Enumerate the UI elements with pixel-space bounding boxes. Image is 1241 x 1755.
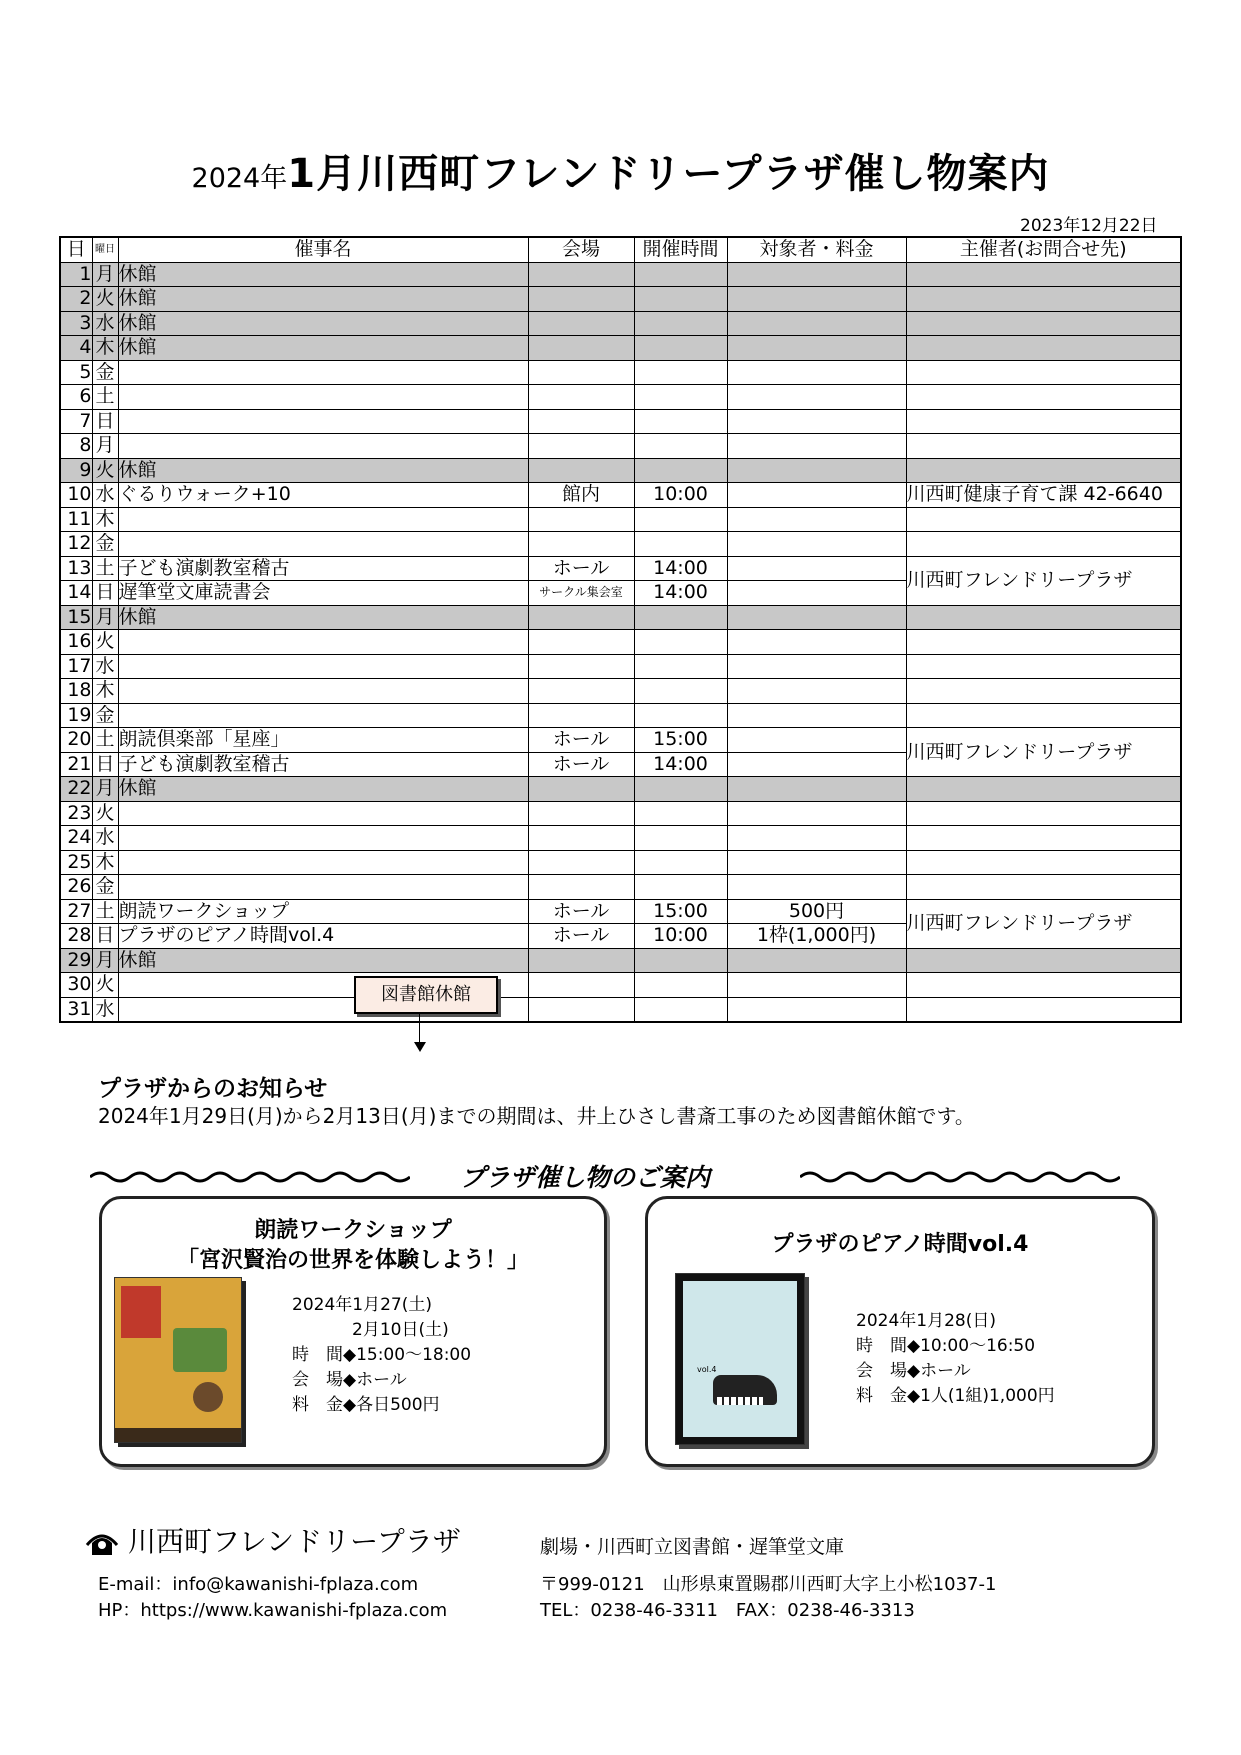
footer-email: E-mail：info@kawanishi-fplaza.com: [98, 1574, 419, 1595]
organizer-cell: 川西町フレンドリープラザ: [906, 556, 1181, 605]
fee-cell: [727, 826, 906, 851]
day-cell: 1: [60, 262, 92, 287]
fee-cell: [727, 483, 906, 508]
organizer-cell: [906, 948, 1181, 973]
event-cell: 休館: [118, 262, 528, 287]
dow-cell: 金: [92, 875, 118, 900]
venue-cell: [528, 948, 634, 973]
time-cell: 10:00: [634, 483, 727, 508]
day-cell: 15: [60, 605, 92, 630]
organizer-cell: [906, 336, 1181, 361]
dow-cell: 土: [92, 728, 118, 753]
venue-cell: [528, 850, 634, 875]
event-cell: [118, 826, 528, 851]
day-cell: 8: [60, 434, 92, 459]
organizer-cell: [906, 409, 1181, 434]
event-cell: 休館: [118, 777, 528, 802]
time-cell: [634, 507, 727, 532]
venue-cell: [528, 875, 634, 900]
time-cell: [634, 826, 727, 851]
card2-info: [856, 1309, 1055, 1409]
time-cell: [634, 311, 727, 336]
organizer-cell: 川西町健康子育て課 42-6640: [906, 483, 1181, 508]
venue-cell: [528, 336, 634, 361]
venue-cell: サークル集会室: [528, 581, 634, 606]
event-cell: [118, 630, 528, 655]
venue-cell: [528, 654, 634, 679]
event-cell: 朗読倶楽部「星座」: [118, 728, 528, 753]
wave-divider-left: [90, 1168, 410, 1186]
table-row: [60, 605, 1181, 630]
time-cell: [634, 948, 727, 973]
day-cell: 7: [60, 409, 92, 434]
fee-cell: [727, 875, 906, 900]
dow-cell: 火: [92, 801, 118, 826]
fee-cell: [727, 801, 906, 826]
fee-cell: [727, 948, 906, 973]
organizer-cell: [906, 703, 1181, 728]
fee-cell: [727, 752, 906, 777]
event-card-reading-workshop: [99, 1196, 607, 1467]
day-cell: 20: [60, 728, 92, 753]
table-row: [60, 679, 1181, 704]
day-cell: 25: [60, 850, 92, 875]
fee-cell: [727, 581, 906, 606]
fee-cell: [727, 434, 906, 459]
table-header-row: [60, 237, 1181, 262]
time-cell: 10:00: [634, 924, 727, 949]
fee-cell: [727, 507, 906, 532]
event-cell: 子ども演劇教室稽古: [118, 752, 528, 777]
table-row: [60, 826, 1181, 851]
event-cell: [118, 434, 528, 459]
table-row: [60, 703, 1181, 728]
table-row: [60, 948, 1181, 973]
day-cell: 17: [60, 654, 92, 679]
venue-cell: [528, 973, 634, 998]
fee-cell: [727, 997, 906, 1022]
venue-cell: [528, 997, 634, 1022]
table-row: [60, 336, 1181, 361]
day-cell: 19: [60, 703, 92, 728]
time-cell: [634, 409, 727, 434]
day-cell: 12: [60, 532, 92, 557]
organizer-cell: [906, 997, 1181, 1022]
event-cell: [118, 654, 528, 679]
time-cell: [634, 850, 727, 875]
venue-cell: [528, 507, 634, 532]
table-row: [60, 483, 1181, 508]
card2-title: プラザのピアノ時間vol.4: [771, 1232, 1029, 1257]
event-cell: 朗読ワークショップ: [118, 899, 528, 924]
fee-cell: [727, 630, 906, 655]
table-row: [60, 360, 1181, 385]
venue-cell: [528, 458, 634, 483]
fee-cell: [727, 409, 906, 434]
time-cell: [634, 801, 727, 826]
time-cell: 14:00: [634, 752, 727, 777]
fee-cell: [727, 458, 906, 483]
day-cell: 31: [60, 997, 92, 1022]
venue-cell: [528, 262, 634, 287]
day-cell: 22: [60, 777, 92, 802]
organizer-cell: [906, 360, 1181, 385]
dow-cell: 月: [92, 434, 118, 459]
card1-title2: 「宮沢賢治の世界を体験しよう！」: [176, 1248, 529, 1273]
time-cell: [634, 385, 727, 410]
time-cell: 15:00: [634, 728, 727, 753]
venue-cell: ホール: [528, 728, 634, 753]
dow-cell: 土: [92, 899, 118, 924]
fee-cell: [727, 360, 906, 385]
time-cell: 14:00: [634, 581, 727, 606]
organizer-cell: [906, 777, 1181, 802]
venue-cell: [528, 777, 634, 802]
notice-heading: プラザからのお知らせ: [98, 1076, 328, 1102]
event-cell: 休館: [118, 311, 528, 336]
table-row: [60, 385, 1181, 410]
library-closed-callout: 図書館休館: [354, 976, 498, 1014]
dow-cell: 木: [92, 850, 118, 875]
table-row: [60, 899, 1181, 924]
organizer-cell: 川西町フレンドリープラザ: [906, 728, 1181, 777]
table-row: [60, 850, 1181, 875]
dow-cell: 土: [92, 556, 118, 581]
time-cell: [634, 336, 727, 361]
table-row: [60, 997, 1181, 1022]
event-cell: [118, 360, 528, 385]
card2-venue: 会 場◆ホール: [856, 1361, 971, 1381]
day-cell: 4: [60, 336, 92, 361]
card1-time: 時 間◆15:00～18:00: [292, 1345, 472, 1365]
organizer-cell: [906, 679, 1181, 704]
dow-cell: 水: [92, 826, 118, 851]
table-row: [60, 728, 1181, 753]
card2-time: 時 間◆10:00～16:50: [856, 1336, 1036, 1356]
dow-cell: 金: [92, 703, 118, 728]
event-cell: [118, 409, 528, 434]
footer-brand: 川西町フレンドリープラザ: [128, 1525, 461, 1558]
organizer-cell: [906, 850, 1181, 875]
fee-cell: [727, 532, 906, 557]
header-time: 開催時間: [634, 237, 727, 262]
time-cell: [634, 875, 727, 900]
venue-cell: [528, 679, 634, 704]
day-cell: 14: [60, 581, 92, 606]
workshop-poster-image: [114, 1277, 242, 1443]
venue-cell: [528, 434, 634, 459]
event-cell: ぐるりウォーク+10: [118, 483, 528, 508]
dow-cell: 月: [92, 605, 118, 630]
wave-divider-right: [800, 1168, 1120, 1186]
time-cell: [634, 654, 727, 679]
dow-cell: 木: [92, 679, 118, 704]
time-cell: [634, 679, 727, 704]
fee-cell: [727, 605, 906, 630]
time-cell: [634, 777, 727, 802]
table-row: [60, 458, 1181, 483]
table-row: [60, 311, 1181, 336]
fee-cell: [727, 311, 906, 336]
organizer-cell: [906, 532, 1181, 557]
table-row: [60, 507, 1181, 532]
arrow-down-icon: [414, 1042, 426, 1052]
day-cell: 9: [60, 458, 92, 483]
day-cell: 21: [60, 752, 92, 777]
fee-cell: 1枠(1,000円): [727, 924, 906, 949]
venue-cell: 館内: [528, 483, 634, 508]
time-cell: [634, 360, 727, 385]
dow-cell: 火: [92, 973, 118, 998]
title-main: 1月川西町フレンドリープラザ催し物案内: [287, 151, 1050, 197]
organizer-cell: [906, 458, 1181, 483]
dow-cell: 水: [92, 997, 118, 1022]
card2-fee: 料 金◆1人(1組)1,000円: [856, 1386, 1055, 1406]
dow-cell: 水: [92, 483, 118, 508]
day-cell: 26: [60, 875, 92, 900]
dow-cell: 土: [92, 385, 118, 410]
organizer-cell: [906, 434, 1181, 459]
table-row: [60, 875, 1181, 900]
footer-facilities: 劇場・川西町立図書館・遅筆堂文庫: [540, 1536, 845, 1558]
table-row: [60, 654, 1181, 679]
venue-cell: ホール: [528, 924, 634, 949]
venue-cell: [528, 605, 634, 630]
venue-cell: [528, 409, 634, 434]
venue-cell: [528, 630, 634, 655]
venue-cell: [528, 360, 634, 385]
venue-cell: [528, 287, 634, 312]
footer-hp: HP：https://www.kawanishi-fplaza.com: [98, 1600, 448, 1621]
day-cell: 13: [60, 556, 92, 581]
event-cell: [118, 703, 528, 728]
day-cell: 23: [60, 801, 92, 826]
card1-title1: 朗読ワークショップ: [254, 1218, 452, 1243]
organizer-cell: [906, 826, 1181, 851]
dow-cell: 火: [92, 458, 118, 483]
event-cell: [118, 532, 528, 557]
organizer-cell: [906, 875, 1181, 900]
venue-cell: [528, 826, 634, 851]
header-organizer: 主催者(お問合せ先): [906, 237, 1181, 262]
header-event: 催事名: [118, 237, 528, 262]
table-row: [60, 777, 1181, 802]
dow-cell: 月: [92, 948, 118, 973]
time-cell: [634, 703, 727, 728]
dow-cell: 月: [92, 262, 118, 287]
time-cell: [634, 532, 727, 557]
table-row: [60, 630, 1181, 655]
event-cell: [118, 801, 528, 826]
poster-vol-label: vol.4: [697, 1365, 717, 1374]
day-cell: 2: [60, 287, 92, 312]
event-cell: [118, 850, 528, 875]
venue-cell: ホール: [528, 752, 634, 777]
card1-venue: 会 場◆ホール: [292, 1370, 407, 1390]
day-cell: 16: [60, 630, 92, 655]
dow-cell: 火: [92, 287, 118, 312]
time-cell: [634, 287, 727, 312]
day-cell: 6: [60, 385, 92, 410]
organizer-cell: [906, 801, 1181, 826]
event-cell: [118, 507, 528, 532]
event-card-piano-time: [645, 1196, 1155, 1467]
table-row: [60, 434, 1181, 459]
dow-cell: 月: [92, 777, 118, 802]
card2-date: 2024年1月28(日): [856, 1311, 996, 1331]
venue-cell: [528, 311, 634, 336]
organizer-cell: [906, 630, 1181, 655]
dow-cell: 日: [92, 581, 118, 606]
card1-info: [292, 1293, 471, 1418]
fee-cell: 500円: [727, 899, 906, 924]
organizer-cell: [906, 507, 1181, 532]
event-cell: 休館: [118, 605, 528, 630]
venue-cell: [528, 801, 634, 826]
event-cell: 子ども演劇教室稽古: [118, 556, 528, 581]
event-cell: 休館: [118, 336, 528, 361]
venue-cell: ホール: [528, 556, 634, 581]
dow-cell: 水: [92, 311, 118, 336]
table-row: [60, 801, 1181, 826]
event-cell: プラザのピアノ時間vol.4: [118, 924, 528, 949]
fee-cell: [727, 703, 906, 728]
table-row: [60, 409, 1181, 434]
day-cell: 3: [60, 311, 92, 336]
issue-date: 2023年12月22日: [1020, 216, 1158, 236]
day-cell: 30: [60, 973, 92, 998]
header-day: 日: [60, 237, 92, 262]
callout-line: [419, 1012, 420, 1046]
venue-cell: [528, 532, 634, 557]
time-cell: [634, 458, 727, 483]
dow-cell: 水: [92, 654, 118, 679]
dow-cell: 日: [92, 409, 118, 434]
fee-cell: [727, 777, 906, 802]
page-title: [0, 142, 1241, 199]
event-cell: 休館: [118, 287, 528, 312]
dow-cell: 木: [92, 507, 118, 532]
dow-cell: 金: [92, 360, 118, 385]
time-cell: [634, 997, 727, 1022]
piano-poster-image: [675, 1273, 805, 1445]
event-cell: 遅筆堂文庫読書会: [118, 581, 528, 606]
fee-cell: [727, 679, 906, 704]
fee-cell: [727, 385, 906, 410]
footer-tel: TEL：0238-46-3311 FAX：0238-46-3313: [540, 1600, 915, 1621]
schedule-body: [60, 262, 1181, 1022]
fee-cell: [727, 336, 906, 361]
table-row: [60, 532, 1181, 557]
fee-cell: [727, 850, 906, 875]
section-heading: プラザ催し物のご案内: [460, 1163, 711, 1192]
dow-cell: 日: [92, 752, 118, 777]
organizer-cell: 川西町フレンドリープラザ: [906, 899, 1181, 948]
organizer-cell: [906, 262, 1181, 287]
table-row: [60, 973, 1181, 998]
fee-cell: [727, 287, 906, 312]
table-row: [60, 262, 1181, 287]
card1-date1: 2024年1月27(土): [292, 1295, 432, 1315]
header-venue: 会場: [528, 237, 634, 262]
venue-cell: [528, 703, 634, 728]
organizer-cell: [906, 605, 1181, 630]
day-cell: 10: [60, 483, 92, 508]
header-fee: 対象者・料金: [727, 237, 906, 262]
fee-cell: [727, 973, 906, 998]
fee-cell: [727, 654, 906, 679]
dow-cell: 日: [92, 924, 118, 949]
event-cell: 休館: [118, 948, 528, 973]
organizer-cell: [906, 973, 1181, 998]
notice-text: 2024年1月29日(月)から2月13日(月)までの期間は、井上ひさし書斎工事のため図書館休館です。: [98, 1104, 975, 1128]
card1-fee: 料 金◆各日500円: [292, 1395, 440, 1415]
table-row: [60, 287, 1181, 312]
venue-cell: [528, 385, 634, 410]
event-cell: [118, 679, 528, 704]
dow-cell: 火: [92, 630, 118, 655]
time-cell: 14:00: [634, 556, 727, 581]
dow-cell: 木: [92, 336, 118, 361]
day-cell: 5: [60, 360, 92, 385]
footer-address: 〒999-0121 山形県東置賜郡川西町大字上小松1037-1: [540, 1574, 997, 1595]
time-cell: 15:00: [634, 899, 727, 924]
fee-cell: [727, 556, 906, 581]
organizer-cell: [906, 654, 1181, 679]
day-cell: 27: [60, 899, 92, 924]
title-year: 2024年: [191, 163, 288, 194]
fee-cell: [727, 728, 906, 753]
day-cell: 29: [60, 948, 92, 973]
dow-cell: 金: [92, 532, 118, 557]
organizer-cell: [906, 385, 1181, 410]
event-cell: 休館: [118, 458, 528, 483]
day-cell: 11: [60, 507, 92, 532]
fee-cell: [727, 262, 906, 287]
time-cell: [634, 973, 727, 998]
venue-cell: ホール: [528, 899, 634, 924]
schedule-table: [59, 236, 1182, 1023]
day-cell: 28: [60, 924, 92, 949]
time-cell: [634, 262, 727, 287]
day-cell: 24: [60, 826, 92, 851]
time-cell: [634, 434, 727, 459]
event-cell: [118, 875, 528, 900]
plaza-logo-icon: [84, 1525, 120, 1559]
time-cell: [634, 630, 727, 655]
organizer-cell: [906, 287, 1181, 312]
table-row: [60, 556, 1181, 581]
time-cell: [634, 605, 727, 630]
card1-date2: 2月10日(土): [352, 1320, 449, 1340]
day-cell: 18: [60, 679, 92, 704]
header-dow: 曜日: [92, 237, 118, 262]
organizer-cell: [906, 311, 1181, 336]
event-cell: [118, 385, 528, 410]
